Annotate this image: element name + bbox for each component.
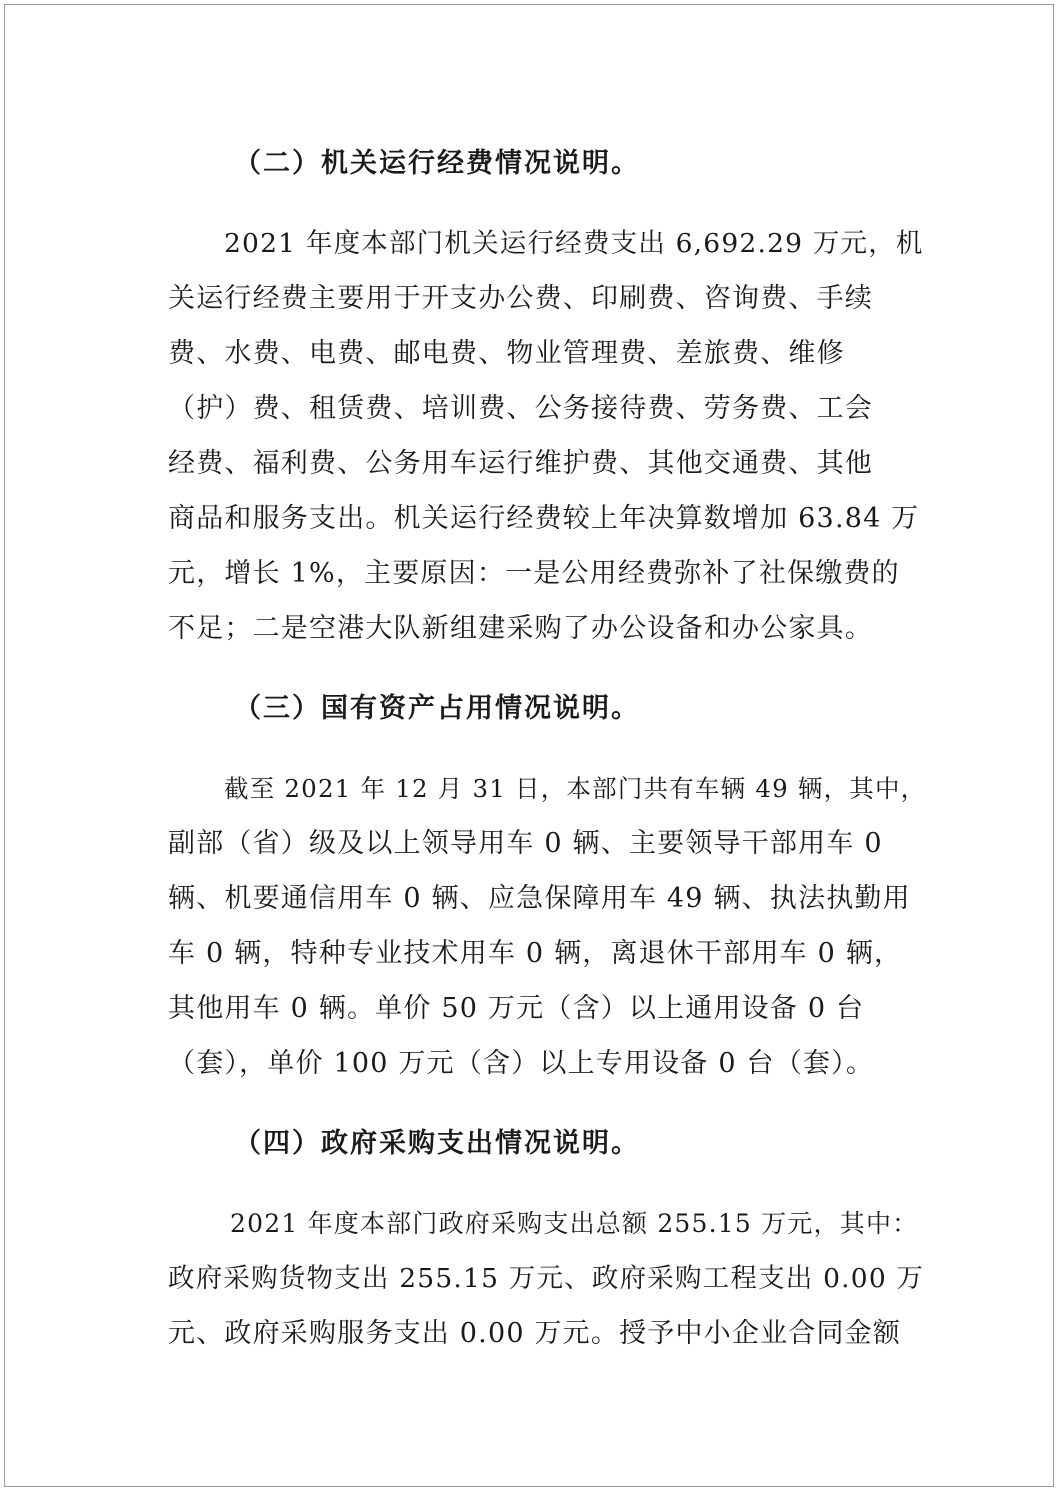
section-heading-government-procurement: （四）政府采购支出情况说明。 (234, 1128, 640, 1159)
document-page (4, 4, 1054, 1487)
section-heading-operating-costs: （二）机关运行经费情况说明。 (234, 148, 640, 179)
paragraph-line: 辆、机要通信用车 0 辆、应急保障用车 49 辆、执法执勤用 (168, 883, 911, 914)
paragraph-line: 经费、福利费、公务用车运行维护费、其他交通费、其他 (168, 448, 873, 479)
paragraph-line: 政府采购货物支出 255.15 万元、政府采购工程支出 0.00 万 (168, 1263, 925, 1294)
paragraph-line: 2021 年度本部门机关运行经费支出 6,692.29 万元，机 (224, 228, 924, 259)
section-heading-state-assets: （三）国有资产占用情况说明。 (234, 693, 640, 724)
paragraph-line: 不足；二是空港大队新组建采购了办公设备和办公家具。 (168, 613, 873, 644)
paragraph-line: 元，增长 1%，主要原因：一是公用经费弥补了社保缴费的 (168, 558, 900, 589)
paragraph-line: 商品和服务支出。机关运行经费较上年决算数增加 63.84 万 (168, 503, 920, 534)
paragraph-line: 车 0 辆，特种专业技术用车 0 辆，离退休干部用车 0 辆， (168, 938, 903, 969)
paragraph-line: 副部（省）级及以上领导用车 0 辆、主要领导干部用车 0 (168, 828, 883, 859)
paragraph-line: 截至 2021 年 12 月 31 日，本部门共有车辆 49 辆，其中， (224, 774, 927, 803)
paragraph-line: 费、水费、电费、邮电费、物业管理费、差旅费、维修 (168, 338, 845, 369)
paragraph-line: 其他用车 0 辆。单价 50 万元（含）以上通用设备 0 台 (168, 993, 865, 1024)
paragraph-line: 2021 年度本部门政府采购支出总额 255.15 万元，其中： (230, 1209, 919, 1238)
paragraph-line: 关运行经费主要用于开支办公费、印刷费、咨询费、手续 (168, 283, 873, 314)
paragraph-line: 元、政府采购服务支出 0.00 万元。授予中小企业合同金额 (168, 1318, 902, 1349)
paragraph-line: （护）费、租赁费、培训费、公务接待费、劳务费、工会 (168, 393, 873, 424)
paragraph-line: （套），单价 100 万元（含）以上专用设备 0 台（套）。 (168, 1048, 875, 1079)
